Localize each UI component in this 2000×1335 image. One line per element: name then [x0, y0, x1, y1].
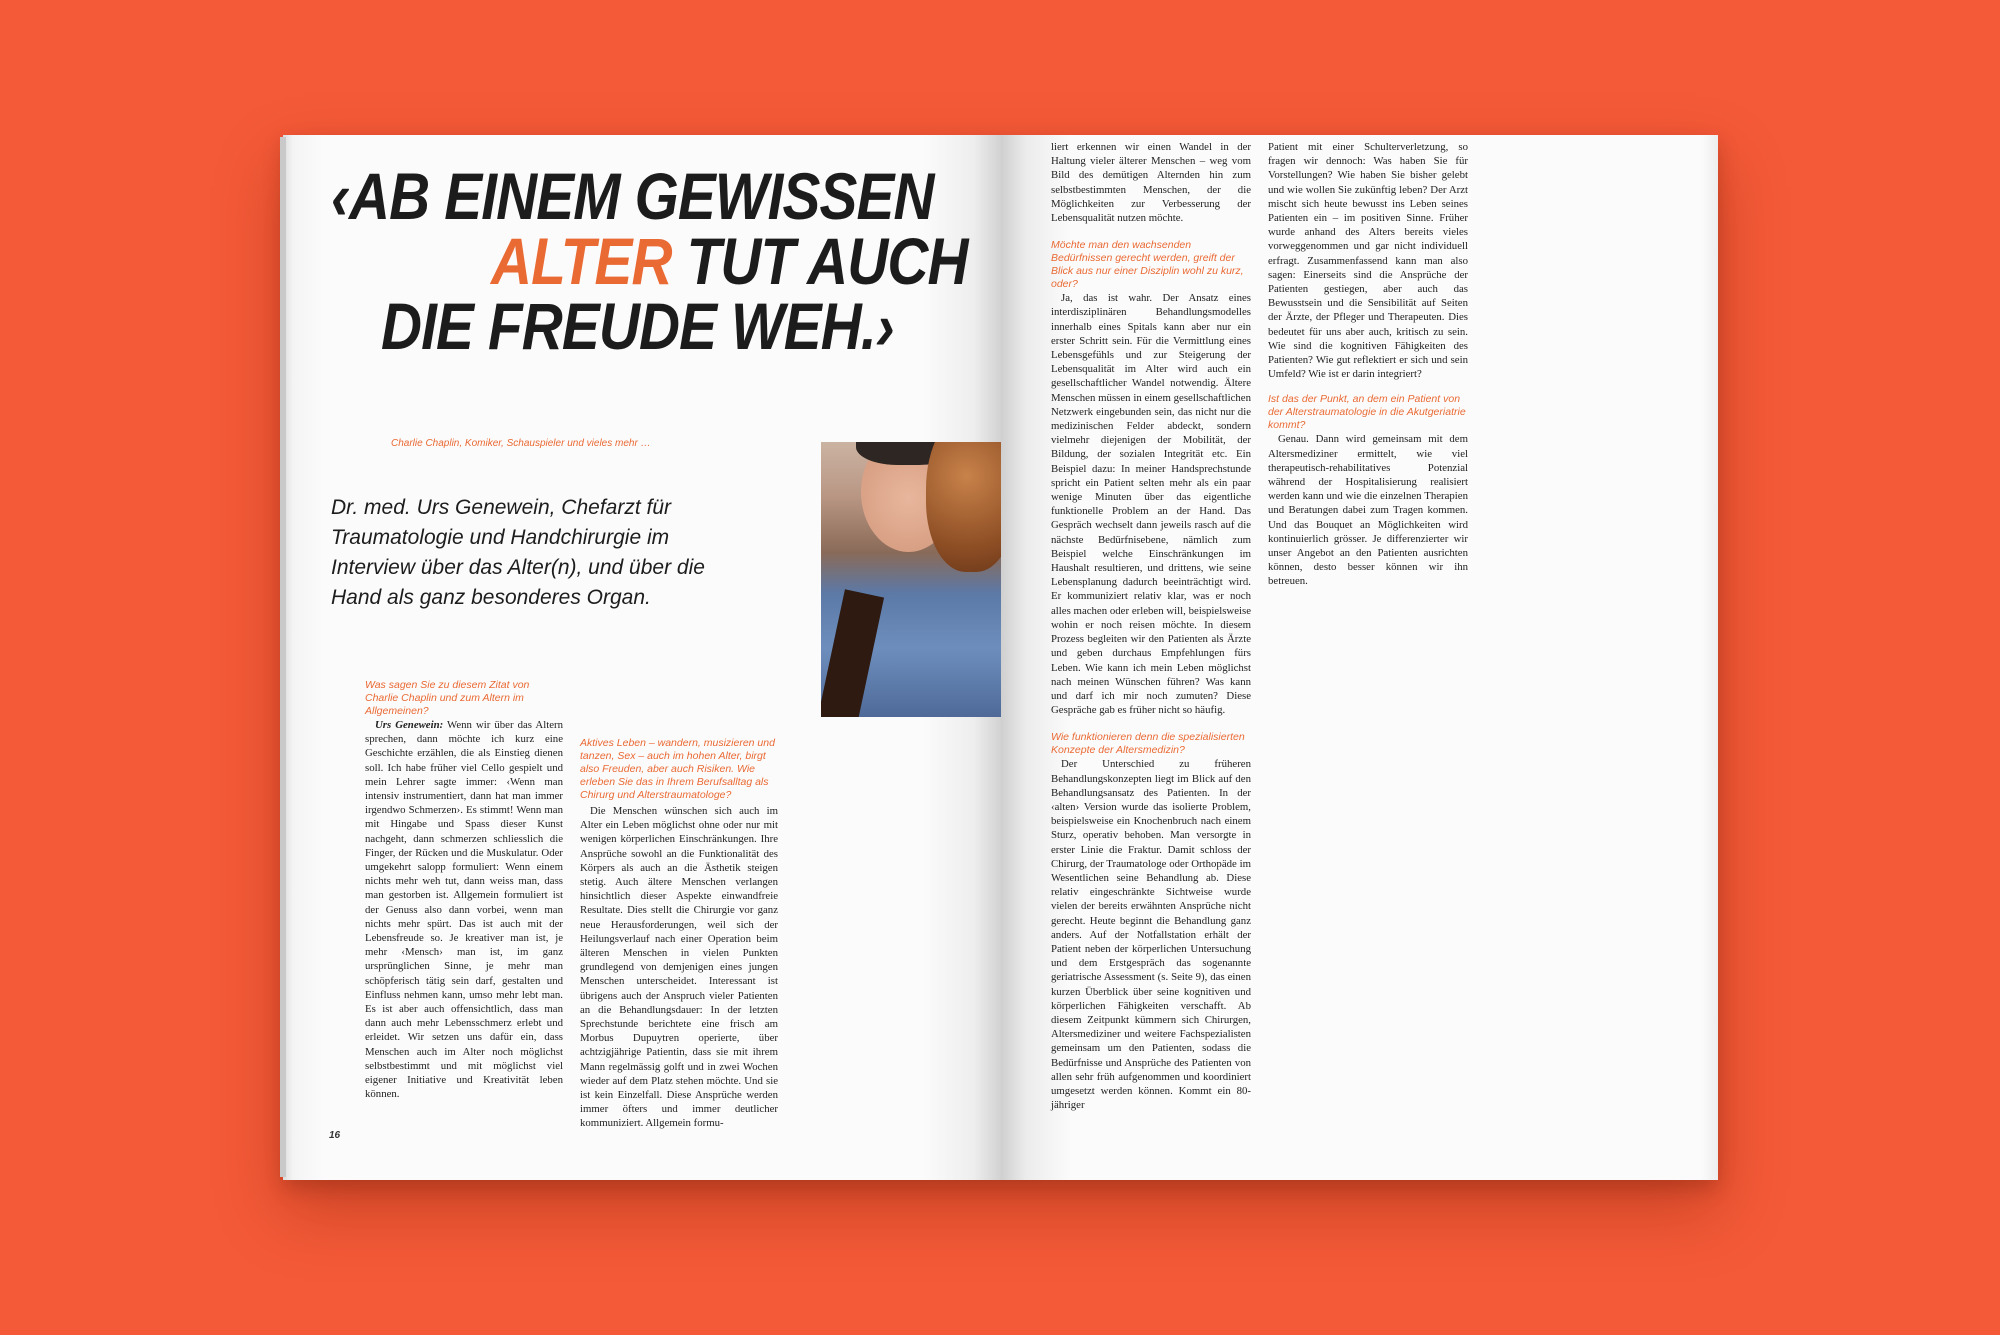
column-3-top-text: liert erkennen wir einen Wandel in der Haltung vieler älterer Menschen – weg vom Bild des demütigen Alternden hin zum selbstbestimmten Menschen, der die Möglichkeiten zur Verbesserung der Lebensqualität nutzen möchte. [1051, 141, 1251, 225]
cellist-closeup-photo [821, 442, 1001, 717]
cello-scroll [926, 442, 1001, 572]
question-5: Ist das der Punkt, an dem ein Patient von der Alterstraumatologie in die Akutgeriatrie kommt? [1268, 393, 1466, 432]
answer-2: Die Menschen wünschen sich auch im Alter ein Leben möglichst ohne oder nur mit wenigen körperlichen Einschränkungen. Ihre Ansprüche sowohl an die Funktionalität des Körpers als auch an die Ästhetik steigen stetig. Auch ältere Menschen verlangen hinsichtlich dieser Aspekte einwandfreie Resultate. Dies stellt die Chirurgie vor ganz neue Herausforderungen, weil sich der Heilungsverlauf nach einer Operation beim älteren Menschen in vielen Punkten grundlegend von demjenigen eines jungen Menschen unterscheidet. Interessant ist übrigens auch der Anspruch vieler Patienten an die Behandlungsdauer: In der letzten Sprechstunde berichtete eine frisch am Morbus Dupuytren operierte, über achtzigjährige Patientin, dass sie mit ihrem Mann regelmässig golft und in zwei Wochen wieder auf dem Platz stehen möchte. Und sie ist kein Einzelfall. Diese Ansprüche werden immer öfters und immer deutlicher kommuniziert. Allgemein formu- [580, 805, 778, 1130]
answer-5: Genau. Dann wird gemeinsam mit dem Altersmediziner ermittelt, wie viel therapeutisch-rehabilitatives Potenzial während der Hospitalisierung realisiert werden kann und wie die einzelnen Therapien und Beratungen dabei zum Tragen kommen. Und das Bouquet an Möglichkeiten wird kontinuierlich grösser. Je differenzierter wir unser Angebot an den Patienten ausrichten können, desto besser können wir ihn betreuen. [1268, 433, 1468, 588]
column-4 [1268, 140, 1468, 589]
left-page [283, 135, 1001, 1180]
headline-line-2 [491, 224, 968, 298]
column-1 [365, 679, 563, 1101]
right-page [1001, 135, 1718, 1180]
column-3 [1051, 140, 1251, 1112]
headline-accent-word: ALTER [491, 224, 672, 298]
column-2 [580, 737, 778, 1131]
intro-text: Dr. med. Urs Genewein, Chefarzt für Traumatologie und Handchirurgie im Interview über das Alter(n), und über die Hand als ganz besonderes Organ. [331, 496, 705, 609]
question-1: Was sagen Sie zu diesem Zitat von Charlie Chaplin und zum Altern im Allgemeinen? [365, 679, 530, 717]
cello-neck [821, 589, 884, 717]
page-number: 16 [329, 1130, 341, 1141]
answer-1: Wenn wir über das Altern sprechen, dann möchte ich kurz eine Geschichte erzählen, die als Einstieg dienen soll. Ich habe früher viel Cello gespielt und mein Lehrer sagte immer: ‹Wenn man intensiv instrumentiert, dann hat man immer irgendwo Schmerzen›. Es stimmt! Wenn man mit Hingabe und Spass dieser Kunst nachgeht, dann schmerzen schliesslich die Finger, der Rücken und die Muskulatur. Oder umgekehrt salopp formuliert: Wenn einem nichts mehr weh tut, dann weiss man, dass man gestorben ist. Allgemein formuliert ist der Genuss also dann vorbei, wenn man nichts mehr spürt. Das ist auch mit der Lebensfreude so. Je kreativer man ist, je mehr ‹Mensch› man ist, im ganz ursprünglichen Sinne, je mehr man schöpferisch tätig sein darf, gestalten und Einfluss nehmen kann, umso mehr lebt man. Es ist aber auch offensichtlich, dass man dann auch mehr Lebensschmerz erlebt und erleidet. Wir setzen uns dafür ein, dass Menschen auch im Alter noch möglichst selbstbestimmt und mit möglichst viel eigener Initiative und Kreativität leben können. [365, 719, 563, 1101]
question-4: Wie funktionieren denn die spezialisierten Konzepte der Altersmedizin? [1051, 731, 1245, 757]
headline-line-2-rest: TUT AUCH [671, 224, 968, 298]
speaker-name: Urs Genewein: [375, 719, 444, 731]
headline-line-1: ‹AB EINEM GEWISSEN [331, 159, 934, 233]
question-3: Möchte man den wachsenden Bedürfnissen gerecht werden, greift der Blick aus nur einer Disziplin wohl zu kurz, oder? [1051, 239, 1244, 291]
quote-credit: Charlie Chaplin, Komiker, Schauspieler und vieles mehr … [391, 438, 651, 449]
question-2: Aktives Leben – wandern, musizieren und tanzen, Sex – auch im hohen Alter, birgt also Freuden, aber auch Risiken. Wie erleben Sie das in Ihrem Berufsalltag als Chirurg und Alterstraumatologe? [580, 737, 775, 801]
answer-4: Der Unterschied zu früheren Behandlungskonzepten liegt im Blick auf den Behandlungsansatz des Patienten. In der ‹alten› Version wurde das isolierte Problem, beispielsweise ein Knochenbruch nach einem Sturz, operativ behoben. Man versorgte in erster Linie die Fraktur. Damit schloss der Chirurg, der Traumatologe oder Orthopäde im Wesentlichen seine Behandlung ab. Diese relativ eingeschränkte Sichtweise wurde vielen der bereits erwähnten Ansprüche nicht gerecht. Heute beginnt die Behandlung ganz anders. Auf der Notfallstation erhält der Patient neben der körperlichen Untersuchung und dem Erstgespräch das sogenannte geriatrische Assessment (s. Seite 9), das einen kurzen Überblick über seine kognitiven und körperlichen Fähigkeiten verschafft. Ab diesem Zeitpunkt kümmern sich Chirurgen, Altersmediziner und weitere Fachspezialisten gemeinsam um den Patienten, sodass die Bedürfnisse und Ansprüche des Patienten von allen sehr früh aufgenommen und koordiniert umgesetzt werden können. Kommt ein 80-jähriger [1051, 758, 1251, 1112]
answer-3: Ja, das ist wahr. Der Ansatz eines interdisziplinären Behandlungsmodelles innerhalb eines Spitals kann aber nur ein erster Schritt sein. Für die Vermittlung eines Lebensgefühls und zur Steigerung der Lebensqualität im Alter wird auch ein gesellschaftlicher Wandel notwendig. Ältere Menschen müssen in einem gesellschaftlichen Netzwerk eingebunden sein, das nicht nur die medizinischen Felder abdeckt, sondern vielmehr diejenigen der Mobilität, der Bildung, der sozialen Integrität etc. Ein Beispiel dazu: In meiner Handsprechstunde spricht ein Patient selten mehr als ein paar wenige Minuten über das eigentliche funktionelle Problem an der Hand. Das Gespräch wechselt dann jeweils rasch auf die nächste Bedürfnisebene, nämlich zum Beispiel welche Einschränkungen im Haushalt resultieren, und drittens, wie seine Lebensplanung dadurch beeinträchtigt wird. Er kommuniziert relativ klar, was er noch alles machen oder erleben will, beispielsweise wohin er noch reisen möchte. In diesem Prozess begleiten wir den Patienten als Ärzte und geben durchaus Empfehlungen fürs Leben. Wie kann ich mein Leben möglichst nach meinen Wünschen führen? Was kann und darf ich mir noch zumuten? Diese Gespräche gab es früher nicht so häufig. [1051, 292, 1251, 717]
page-edge [280, 137, 286, 1177]
column-4-top-text: Patient mit einer Schulterverletzung, so fragen wir dennoch: Was haben Sie für Vorstellungen? Wie haben Sie bisher gelebt und wie wollen Sie zukünftig leben? Der Arzt mischt sich heute bewusst ins Leben seines Patienten ein – im positiven Sinne. Früher wurde anhand des Alters bereits vieles vorweggenommen und gar nicht individuell erfragt. Zusammenfassend kann man also sagen: Einerseits sind die Ansprüche der Patienten gestiegen, aber auch das Bewusstsein und die Sensibilität auf Seiten der Ärzte, der Pfleger und Therapeuten. Dies bedeutet für uns aber auch, kritisch zu sein. Wie sind die kognitiven Fähigkeiten des Patienten? Wie gut reflektiert er sich und sein Umfeld? Wie ist er darin integriert? [1268, 141, 1468, 381]
headline-line-3: DIE FREUDE WEH.› [381, 289, 894, 363]
magazine-spread [283, 135, 1718, 1180]
